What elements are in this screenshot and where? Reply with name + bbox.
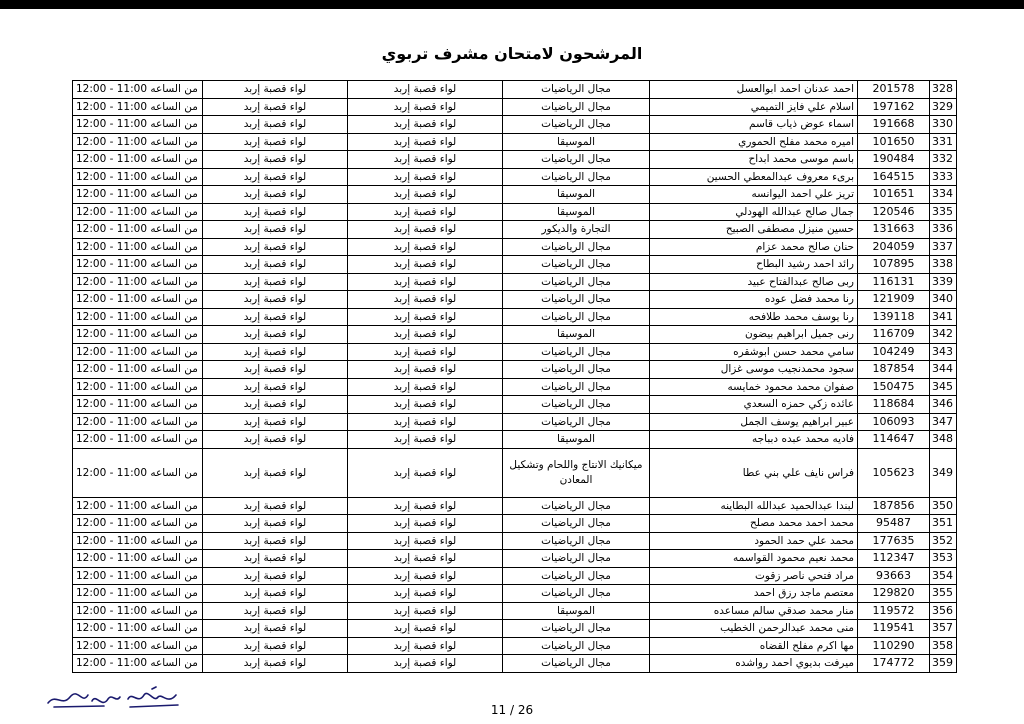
cell-sequence: 353: [930, 550, 957, 568]
cell-directorate: لواء قصبة إربد: [203, 343, 348, 361]
cell-exam-time: من الساعه 11:00 - 12:00: [73, 98, 203, 116]
cell-directorate: لواء قصبة إربد: [203, 413, 348, 431]
cell-exam-time: من الساعه 11:00 - 12:00: [73, 81, 203, 99]
cell-candidate-name: سامي محمد حسن ابوشقره: [650, 343, 858, 361]
cell-national-id: 116131: [858, 273, 930, 291]
cell-sequence: 344: [930, 361, 957, 379]
cell-candidate-name: منار محمد صدقي سالم مساعده: [650, 602, 858, 620]
cell-sequence: 338: [930, 256, 957, 274]
table-row: [73, 532, 957, 550]
cell-field: مجال الرياضيات: [503, 585, 650, 603]
table-row: [73, 238, 957, 256]
cell-directorate: لواء قصبة إربد: [203, 326, 348, 344]
table-row: [73, 116, 957, 134]
cell-sequence: 332: [930, 151, 957, 169]
cell-exam-time: من الساعه 11:00 - 12:00: [73, 116, 203, 134]
cell-exam-time: من الساعه 11:00 - 12:00: [73, 620, 203, 638]
cell-national-id: 150475: [858, 378, 930, 396]
table-row: [73, 221, 957, 239]
cell-exam-center: لواء قصبة إربد: [348, 186, 503, 204]
table-row: [73, 273, 957, 291]
cell-national-id: 95487: [858, 515, 930, 533]
scan-top-border: [0, 0, 1024, 9]
cell-exam-center: لواء قصبة إربد: [348, 308, 503, 326]
cell-directorate: لواء قصبة إربد: [203, 151, 348, 169]
cell-exam-time: من الساعه 11:00 - 12:00: [73, 343, 203, 361]
cell-field: مجال الرياضيات: [503, 291, 650, 309]
cell-national-id: 201578: [858, 81, 930, 99]
cell-national-id: 119572: [858, 602, 930, 620]
table-row: [73, 81, 957, 99]
cell-field: مجال الرياضيات: [503, 151, 650, 169]
cell-national-id: 139118: [858, 308, 930, 326]
cell-exam-time: من الساعه 11:00 - 12:00: [73, 326, 203, 344]
cell-exam-time: من الساعه 11:00 - 12:00: [73, 448, 203, 497]
table-row: [73, 133, 957, 151]
cell-directorate: لواء قصبة إربد: [203, 637, 348, 655]
candidates-table: [72, 80, 957, 673]
table-row: [73, 291, 957, 309]
cell-sequence: 349: [930, 448, 957, 497]
cell-candidate-name: مراد فتحي ناصر زقوت: [650, 567, 858, 585]
cell-exam-time: من الساعه 11:00 - 12:00: [73, 186, 203, 204]
cell-national-id: 104249: [858, 343, 930, 361]
cell-sequence: 342: [930, 326, 957, 344]
cell-field: مجال الرياضيات: [503, 396, 650, 414]
cell-field: التجارة والديكور: [503, 221, 650, 239]
cell-exam-time: من الساعه 11:00 - 12:00: [73, 585, 203, 603]
cell-field: مجال الرياضيات: [503, 532, 650, 550]
cell-field: الموسيقا: [503, 133, 650, 151]
table-row: [73, 515, 957, 533]
cell-national-id: 190484: [858, 151, 930, 169]
cell-exam-center: لواء قصبة إربد: [348, 378, 503, 396]
candidates-table-body: [73, 81, 957, 673]
cell-field: مجال الرياضيات: [503, 413, 650, 431]
cell-candidate-name: رائد احمد رشيد البطاح: [650, 256, 858, 274]
cell-exam-center: لواء قصبة إربد: [348, 532, 503, 550]
cell-field: مجال الرياضيات: [503, 550, 650, 568]
table-row: [73, 361, 957, 379]
cell-directorate: لواء قصبة إربد: [203, 291, 348, 309]
cell-candidate-name: رنا محمد فضل عوده: [650, 291, 858, 309]
cell-field: الموسيقا: [503, 203, 650, 221]
cell-exam-time: من الساعه 11:00 - 12:00: [73, 431, 203, 449]
cell-national-id: 164515: [858, 168, 930, 186]
cell-sequence: 348: [930, 431, 957, 449]
cell-directorate: لواء قصبة إربد: [203, 273, 348, 291]
cell-candidate-name: اميره محمد مفلح الحموري: [650, 133, 858, 151]
cell-sequence: 356: [930, 602, 957, 620]
table-row: [73, 98, 957, 116]
cell-field: مجال الرياضيات: [503, 637, 650, 655]
table-row: [73, 567, 957, 585]
cell-sequence: 340: [930, 291, 957, 309]
cell-directorate: لواء قصبة إربد: [203, 221, 348, 239]
page-number: 11 / 26: [490, 703, 534, 717]
cell-candidate-name: احمد عدنان احمد ابوالعسل: [650, 81, 858, 99]
cell-exam-time: من الساعه 11:00 - 12:00: [73, 273, 203, 291]
table-row: [73, 655, 957, 673]
table-row: [73, 637, 957, 655]
cell-sequence: 358: [930, 637, 957, 655]
table-row: [73, 151, 957, 169]
cell-candidate-name: ربى صالح عبدالفتاح عبيد: [650, 273, 858, 291]
cell-candidate-name: تريز علي احمد اليوانسه: [650, 186, 858, 204]
cell-candidate-name: اسماء عوض ذياب قاسم: [650, 116, 858, 134]
cell-exam-center: لواء قصبة إربد: [348, 515, 503, 533]
cell-candidate-name: محمد نعيم محمود القواسمه: [650, 550, 858, 568]
cell-national-id: 204059: [858, 238, 930, 256]
cell-national-id: 131663: [858, 221, 930, 239]
cell-exam-time: من الساعه 11:00 - 12:00: [73, 308, 203, 326]
cell-national-id: 112347: [858, 550, 930, 568]
cell-directorate: لواء قصبة إربد: [203, 550, 348, 568]
cell-national-id: 187856: [858, 497, 930, 515]
cell-field: مجال الرياضيات: [503, 655, 650, 673]
cell-candidate-name: منى محمد عبدالرحمن الخطيب: [650, 620, 858, 638]
cell-exam-time: من الساعه 11:00 - 12:00: [73, 413, 203, 431]
cell-field: الموسيقا: [503, 431, 650, 449]
cell-field: مجال الرياضيات: [503, 168, 650, 186]
cell-candidate-name: عبير ابراهيم يوسف الجمل: [650, 413, 858, 431]
cell-exam-time: من الساعه 11:00 - 12:00: [73, 238, 203, 256]
cell-national-id: 114647: [858, 431, 930, 449]
cell-candidate-name: معتصم ماجد رزق احمد: [650, 585, 858, 603]
cell-directorate: لواء قصبة إربد: [203, 515, 348, 533]
cell-exam-time: من الساعه 11:00 - 12:00: [73, 203, 203, 221]
table-row: [73, 308, 957, 326]
cell-sequence: 347: [930, 413, 957, 431]
cell-candidate-name: مها اكرم مفلح القضاه: [650, 637, 858, 655]
cell-directorate: لواء قصبة إربد: [203, 186, 348, 204]
cell-field: الموسيقا: [503, 326, 650, 344]
cell-exam-center: لواء قصبة إربد: [348, 221, 503, 239]
cell-national-id: 105623: [858, 448, 930, 497]
table-row: [73, 585, 957, 603]
cell-exam-center: لواء قصبة إربد: [348, 203, 503, 221]
cell-exam-time: من الساعه 11:00 - 12:00: [73, 497, 203, 515]
cell-sequence: 329: [930, 98, 957, 116]
table-row: [73, 448, 957, 497]
table-row: [73, 497, 957, 515]
cell-exam-time: من الساعه 11:00 - 12:00: [73, 637, 203, 655]
cell-directorate: لواء قصبة إربد: [203, 396, 348, 414]
cell-exam-time: من الساعه 11:00 - 12:00: [73, 378, 203, 396]
cell-candidate-name: محمد علي حمد الحمود: [650, 532, 858, 550]
cell-field: الموسيقا: [503, 602, 650, 620]
cell-exam-center: لواء قصبة إربد: [348, 98, 503, 116]
cell-candidate-name: رنى جميل ابراهيم بيضون: [650, 326, 858, 344]
table-row: [73, 550, 957, 568]
cell-field: مجال الرياضيات: [503, 497, 650, 515]
cell-directorate: لواء قصبة إربد: [203, 168, 348, 186]
cell-candidate-name: حسين منيزل مصطفى الصبيح: [650, 221, 858, 239]
cell-national-id: 120546: [858, 203, 930, 221]
cell-exam-time: من الساعه 11:00 - 12:00: [73, 550, 203, 568]
cell-exam-time: من الساعه 11:00 - 12:00: [73, 291, 203, 309]
table-row: [73, 203, 957, 221]
cell-national-id: 121909: [858, 291, 930, 309]
cell-directorate: لواء قصبة إربد: [203, 448, 348, 497]
cell-exam-center: لواء قصبة إربد: [348, 116, 503, 134]
cell-national-id: 93663: [858, 567, 930, 585]
cell-exam-center: لواء قصبة إربد: [348, 361, 503, 379]
cell-exam-center: لواء قصبة إربد: [348, 655, 503, 673]
table-row: [73, 396, 957, 414]
cell-directorate: لواء قصبة إربد: [203, 585, 348, 603]
cell-national-id: 118684: [858, 396, 930, 414]
cell-directorate: لواء قصبة إربد: [203, 431, 348, 449]
cell-exam-time: من الساعه 11:00 - 12:00: [73, 221, 203, 239]
cell-exam-time: من الساعه 11:00 - 12:00: [73, 361, 203, 379]
table-row: [73, 602, 957, 620]
cell-exam-center: لواء قصبة إربد: [348, 133, 503, 151]
cell-directorate: لواء قصبة إربد: [203, 655, 348, 673]
cell-field: مجال الرياضيات: [503, 515, 650, 533]
cell-sequence: 335: [930, 203, 957, 221]
cell-exam-center: لواء قصبة إربد: [348, 497, 503, 515]
cell-candidate-name: ميرفت بديوي احمد رواشده: [650, 655, 858, 673]
cell-candidate-name: لبندا عبدالحميد عبدالله البطاينه: [650, 497, 858, 515]
cell-exam-center: لواء قصبة إربد: [348, 343, 503, 361]
cell-sequence: 351: [930, 515, 957, 533]
cell-candidate-name: فاديه محمد عبده دبباجه: [650, 431, 858, 449]
cell-field: مجال الرياضيات: [503, 98, 650, 116]
cell-exam-time: من الساعه 11:00 - 12:00: [73, 602, 203, 620]
cell-national-id: 116709: [858, 326, 930, 344]
cell-directorate: لواء قصبة إربد: [203, 620, 348, 638]
cell-national-id: 110290: [858, 637, 930, 655]
cell-exam-center: لواء قصبة إربد: [348, 448, 503, 497]
cell-national-id: 177635: [858, 532, 930, 550]
cell-directorate: لواء قصبة إربد: [203, 532, 348, 550]
cell-exam-center: لواء قصبة إربد: [348, 273, 503, 291]
cell-sequence: 359: [930, 655, 957, 673]
cell-national-id: 106093: [858, 413, 930, 431]
cell-field: مجال الرياضيات: [503, 81, 650, 99]
cell-directorate: لواء قصبة إربد: [203, 497, 348, 515]
page-title: المرشحون لامتحان مشرف تربوي: [381, 44, 643, 63]
cell-national-id: 197162: [858, 98, 930, 116]
cell-directorate: لواء قصبة إربد: [203, 256, 348, 274]
cell-exam-center: لواء قصبة إربد: [348, 431, 503, 449]
cell-exam-center: لواء قصبة إربد: [348, 326, 503, 344]
cell-directorate: لواء قصبة إربد: [203, 116, 348, 134]
cell-exam-center: لواء قصبة إربد: [348, 602, 503, 620]
cell-exam-center: لواء قصبة إربد: [348, 585, 503, 603]
cell-field: مجال الرياضيات: [503, 256, 650, 274]
cell-candidate-name: رنا يوسف محمد طلافحه: [650, 308, 858, 326]
cell-exam-time: من الساعه 11:00 - 12:00: [73, 151, 203, 169]
cell-field: مجال الرياضيات: [503, 567, 650, 585]
cell-candidate-name: سجود محمدنجيب موسى غزال: [650, 361, 858, 379]
cell-candidate-name: عائده زكي حمزه السعدي: [650, 396, 858, 414]
cell-exam-center: لواء قصبة إربد: [348, 413, 503, 431]
cell-exam-center: لواء قصبة إربد: [348, 291, 503, 309]
cell-directorate: لواء قصبة إربد: [203, 203, 348, 221]
cell-exam-center: لواء قصبة إربد: [348, 550, 503, 568]
table-row: [73, 256, 957, 274]
cell-exam-center: لواء قصبة إربد: [348, 168, 503, 186]
cell-directorate: لواء قصبة إربد: [203, 361, 348, 379]
cell-candidate-name: حنان صالح محمد عزام: [650, 238, 858, 256]
cell-national-id: 101650: [858, 133, 930, 151]
cell-national-id: 174772: [858, 655, 930, 673]
cell-sequence: 343: [930, 343, 957, 361]
cell-directorate: لواء قصبة إربد: [203, 378, 348, 396]
cell-sequence: 339: [930, 273, 957, 291]
cell-exam-time: من الساعه 11:00 - 12:00: [73, 133, 203, 151]
cell-candidate-name: اسلام علي فايز التميمي: [650, 98, 858, 116]
cell-candidate-name: باسم موسى محمد ابداح: [650, 151, 858, 169]
cell-exam-center: لواء قصبة إربد: [348, 396, 503, 414]
cell-national-id: 119541: [858, 620, 930, 638]
cell-exam-center: لواء قصبة إربد: [348, 151, 503, 169]
cell-field: الموسيقا: [503, 186, 650, 204]
cell-exam-time: من الساعه 11:00 - 12:00: [73, 655, 203, 673]
cell-exam-center: لواء قصبة إربد: [348, 637, 503, 655]
cell-directorate: لواء قصبة إربد: [203, 98, 348, 116]
table-row: [73, 343, 957, 361]
cell-directorate: لواء قصبة إربد: [203, 238, 348, 256]
cell-sequence: 357: [930, 620, 957, 638]
cell-exam-time: من الساعه 11:00 - 12:00: [73, 532, 203, 550]
cell-national-id: 187854: [858, 361, 930, 379]
cell-directorate: لواء قصبة إربد: [203, 133, 348, 151]
cell-field: مجال الرياضيات: [503, 116, 650, 134]
cell-exam-time: من الساعه 11:00 - 12:00: [73, 515, 203, 533]
table-row: [73, 620, 957, 638]
cell-field: مجال الرياضيات: [503, 238, 650, 256]
cell-sequence: 333: [930, 168, 957, 186]
cell-national-id: 107895: [858, 256, 930, 274]
table-row: [73, 186, 957, 204]
cell-exam-center: لواء قصبة إربد: [348, 620, 503, 638]
cell-exam-center: لواء قصبة إربد: [348, 81, 503, 99]
cell-field: مجال الرياضيات: [503, 343, 650, 361]
cell-directorate: لواء قصبة إربد: [203, 602, 348, 620]
table-row: [73, 326, 957, 344]
cell-exam-time: من الساعه 11:00 - 12:00: [73, 567, 203, 585]
cell-field: ميكانيك الانتاج واللحام وتشكيل المعادن: [503, 448, 650, 497]
cell-sequence: 346: [930, 396, 957, 414]
cell-field: مجال الرياضيات: [503, 620, 650, 638]
cell-exam-time: من الساعه 11:00 - 12:00: [73, 396, 203, 414]
cell-sequence: 331: [930, 133, 957, 151]
cell-exam-time: من الساعه 11:00 - 12:00: [73, 168, 203, 186]
cell-candidate-name: برىء معروف عبدالمعطي الحسين: [650, 168, 858, 186]
cell-sequence: 354: [930, 567, 957, 585]
cell-field: مجال الرياضيات: [503, 361, 650, 379]
cell-sequence: 341: [930, 308, 957, 326]
cell-directorate: لواء قصبة إربد: [203, 81, 348, 99]
cell-national-id: 101651: [858, 186, 930, 204]
cell-national-id: 191668: [858, 116, 930, 134]
cell-sequence: 350: [930, 497, 957, 515]
table-row: [73, 413, 957, 431]
cell-directorate: لواء قصبة إربد: [203, 567, 348, 585]
cell-sequence: 336: [930, 221, 957, 239]
cell-exam-time: من الساعه 11:00 - 12:00: [73, 256, 203, 274]
cell-sequence: 337: [930, 238, 957, 256]
cell-field: مجال الرياضيات: [503, 308, 650, 326]
cell-exam-center: لواء قصبة إربد: [348, 567, 503, 585]
cell-sequence: 330: [930, 116, 957, 134]
cell-candidate-name: فراس نايف علي بني عطا: [650, 448, 858, 497]
cell-candidate-name: صفوان محمد محمود خمايسه: [650, 378, 858, 396]
cell-exam-center: لواء قصبة إربد: [348, 238, 503, 256]
table-row: [73, 378, 957, 396]
table-row: [73, 431, 957, 449]
cell-candidate-name: محمد احمد محمد مصلح: [650, 515, 858, 533]
cell-candidate-name: جمال صالح عبدالله الهودلي: [650, 203, 858, 221]
cell-sequence: 355: [930, 585, 957, 603]
cell-sequence: 352: [930, 532, 957, 550]
cell-exam-center: لواء قصبة إربد: [348, 256, 503, 274]
cell-sequence: 334: [930, 186, 957, 204]
cell-national-id: 129820: [858, 585, 930, 603]
cell-directorate: لواء قصبة إربد: [203, 308, 348, 326]
cell-sequence: 328: [930, 81, 957, 99]
table-row: [73, 168, 957, 186]
cell-sequence: 345: [930, 378, 957, 396]
cell-field: مجال الرياضيات: [503, 378, 650, 396]
cell-field: مجال الرياضيات: [503, 273, 650, 291]
